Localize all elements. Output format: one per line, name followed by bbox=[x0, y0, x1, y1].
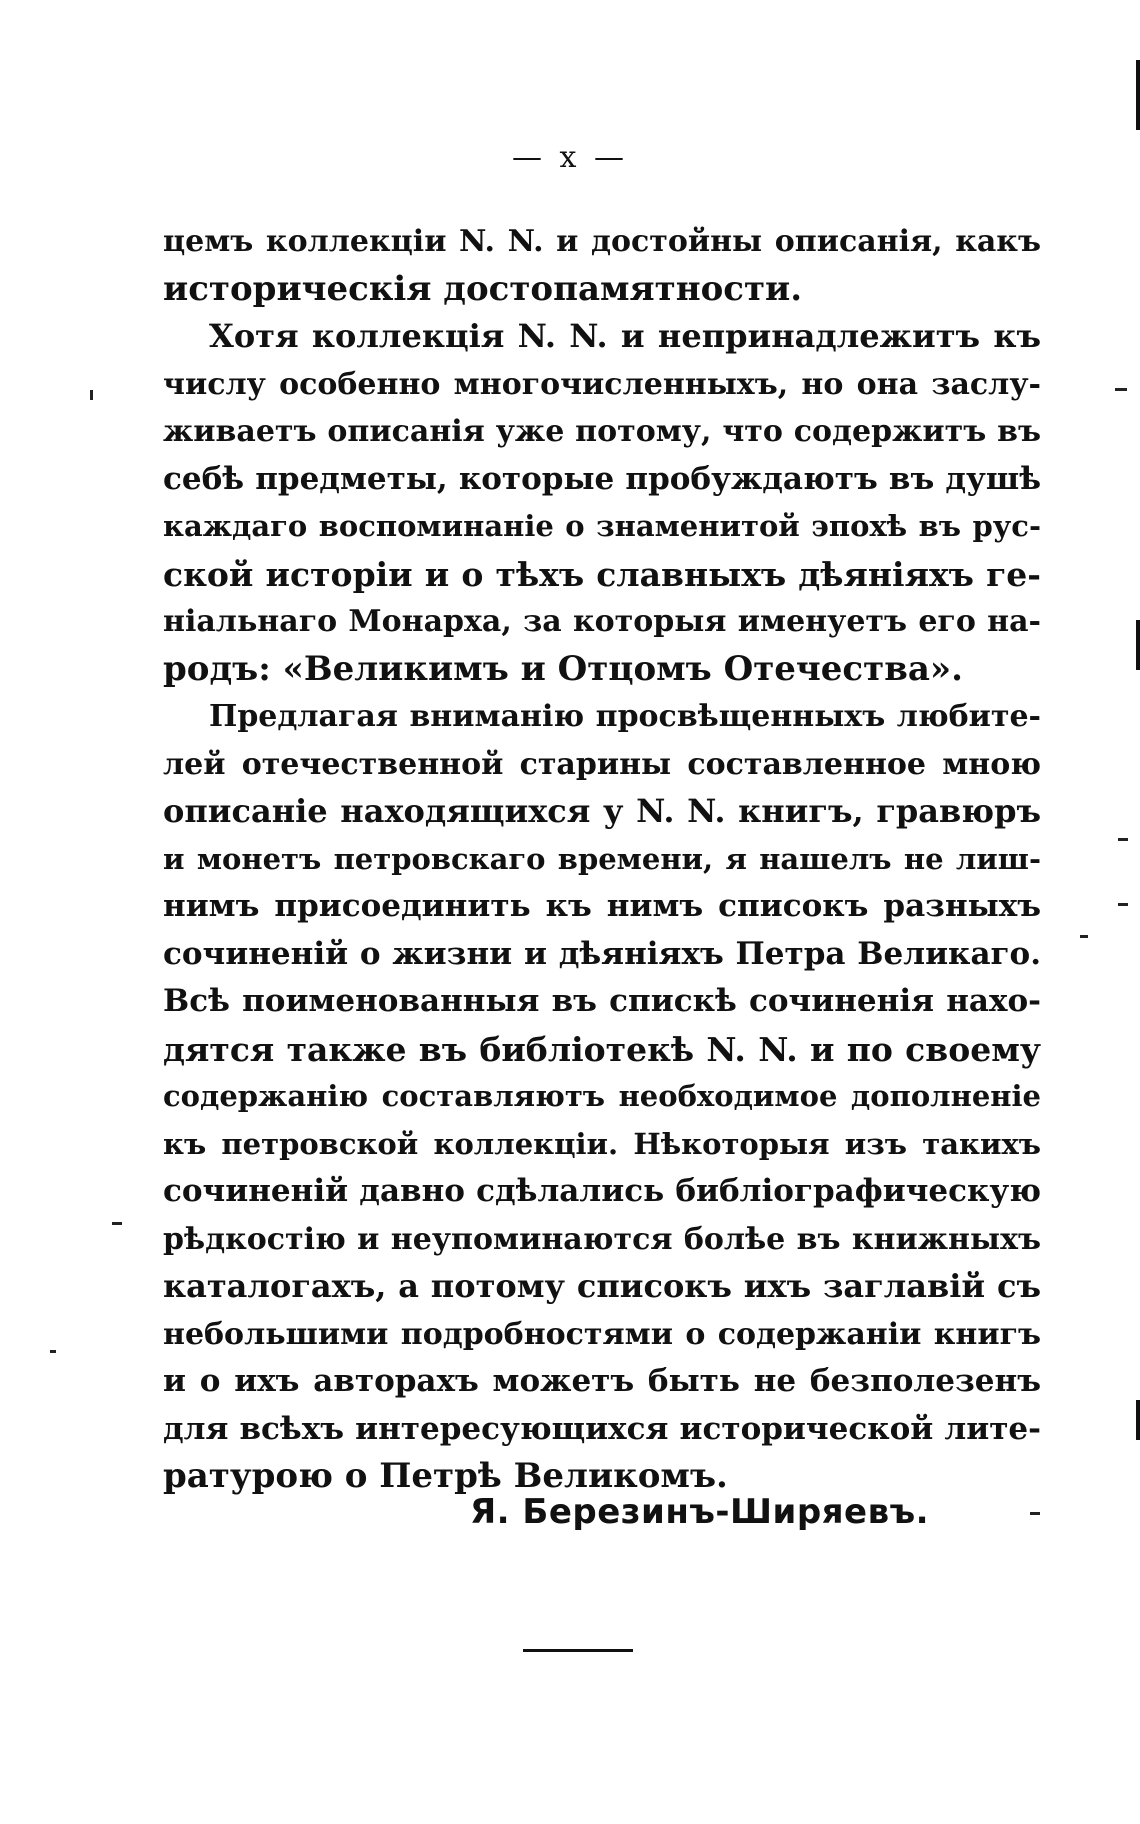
closing-rule bbox=[523, 1649, 633, 1652]
text-line: ратурою о Петрѣ Великомъ. bbox=[163, 1456, 728, 1496]
text-line: дятся также въ библіотекѣ N. N. и по своему bbox=[163, 1029, 1041, 1069]
scan-edge bbox=[1136, 620, 1140, 670]
text-line: историческія достопамятности. bbox=[163, 268, 803, 309]
text-line: къ петровской коллекціи. Нѣкоторыя изъ такихъ bbox=[163, 1126, 1041, 1161]
scan-speck bbox=[1118, 838, 1128, 841]
text-line: Предлагая вниманію просвѣщенныхъ любите- bbox=[209, 699, 1041, 734]
body-text bbox=[163, 218, 1041, 1501]
text-line: каталогахъ, а потому списокъ ихъ заглавій съ bbox=[163, 1267, 1041, 1305]
text-line: лей отечественной старины составленное мною bbox=[163, 746, 1041, 782]
text-line: Всѣ поименованныя въ спискѣ сочиненія нахо- bbox=[163, 983, 1041, 1019]
text-line: цемъ коллекціи N. N. и достойны описанія, какъ bbox=[163, 224, 1041, 259]
text-line: родъ: «Великимъ и Отцомъ Отечества». bbox=[163, 648, 963, 689]
text-line: Хотя коллекція N. N. и непринадлежитъ къ bbox=[209, 317, 1041, 355]
text-line: и монетъ петровскаго времени, я нашелъ не лиш- bbox=[163, 841, 1041, 876]
text-line: ніальнаго Монарха, за которыя именуетъ его на- bbox=[163, 604, 1041, 639]
text-line: содержанію составляютъ необходимое дополненіе bbox=[163, 1079, 1041, 1113]
text-line: живаетъ описанія уже потому, что содержитъ въ bbox=[163, 414, 1041, 449]
author-signature: Я. Березинъ-Ширяевъ. bbox=[470, 1492, 930, 1532]
text-line: и о ихъ авторахъ можетъ быть не безполезенъ bbox=[163, 1363, 1041, 1399]
text-line: себѣ предметы, которые пробуждаютъ въ душѣ bbox=[163, 460, 1041, 497]
scan-edge bbox=[1136, 1400, 1140, 1440]
text-line: нимъ присоединить къ нимъ списокъ разныхъ bbox=[163, 888, 1041, 924]
text-line: рѣдкостію и неупоминаются болѣе въ книжныхъ bbox=[163, 1221, 1041, 1257]
text-line: сочиненій давно сдѣлались библіографическую bbox=[163, 1173, 1041, 1209]
scan-speck bbox=[112, 1222, 122, 1225]
text-line: ской исторіи и о тѣхъ славныхъ дѣяніяхъ ге- bbox=[163, 554, 1041, 594]
text-line: небольшими подробностями о содержаніи книгъ bbox=[163, 1316, 1041, 1352]
text-line: для всѣхъ интересующихся исторической лите- bbox=[163, 1410, 1041, 1447]
page-number: — x — bbox=[512, 140, 628, 175]
scan-speck bbox=[1115, 388, 1127, 391]
scan-speck bbox=[1118, 903, 1128, 906]
text-line: сочиненій о жизни и дѣяніяхъ Петра Великаго. bbox=[163, 935, 1041, 972]
text-line: числу особенно многочисленныхъ, но она заслу- bbox=[163, 366, 1041, 402]
scan-speck bbox=[90, 390, 93, 400]
scan-speck bbox=[50, 1350, 56, 1353]
text-line: каждаго воспоминаніе о знаменитой эпохѣ въ рус- bbox=[163, 509, 1041, 543]
scan-speck bbox=[1080, 935, 1088, 938]
scan-edge bbox=[1136, 60, 1140, 130]
scan-speck bbox=[1030, 1512, 1040, 1515]
text-line: описаніе находящихся у N. N. книгъ, гравюръ bbox=[163, 792, 1041, 830]
